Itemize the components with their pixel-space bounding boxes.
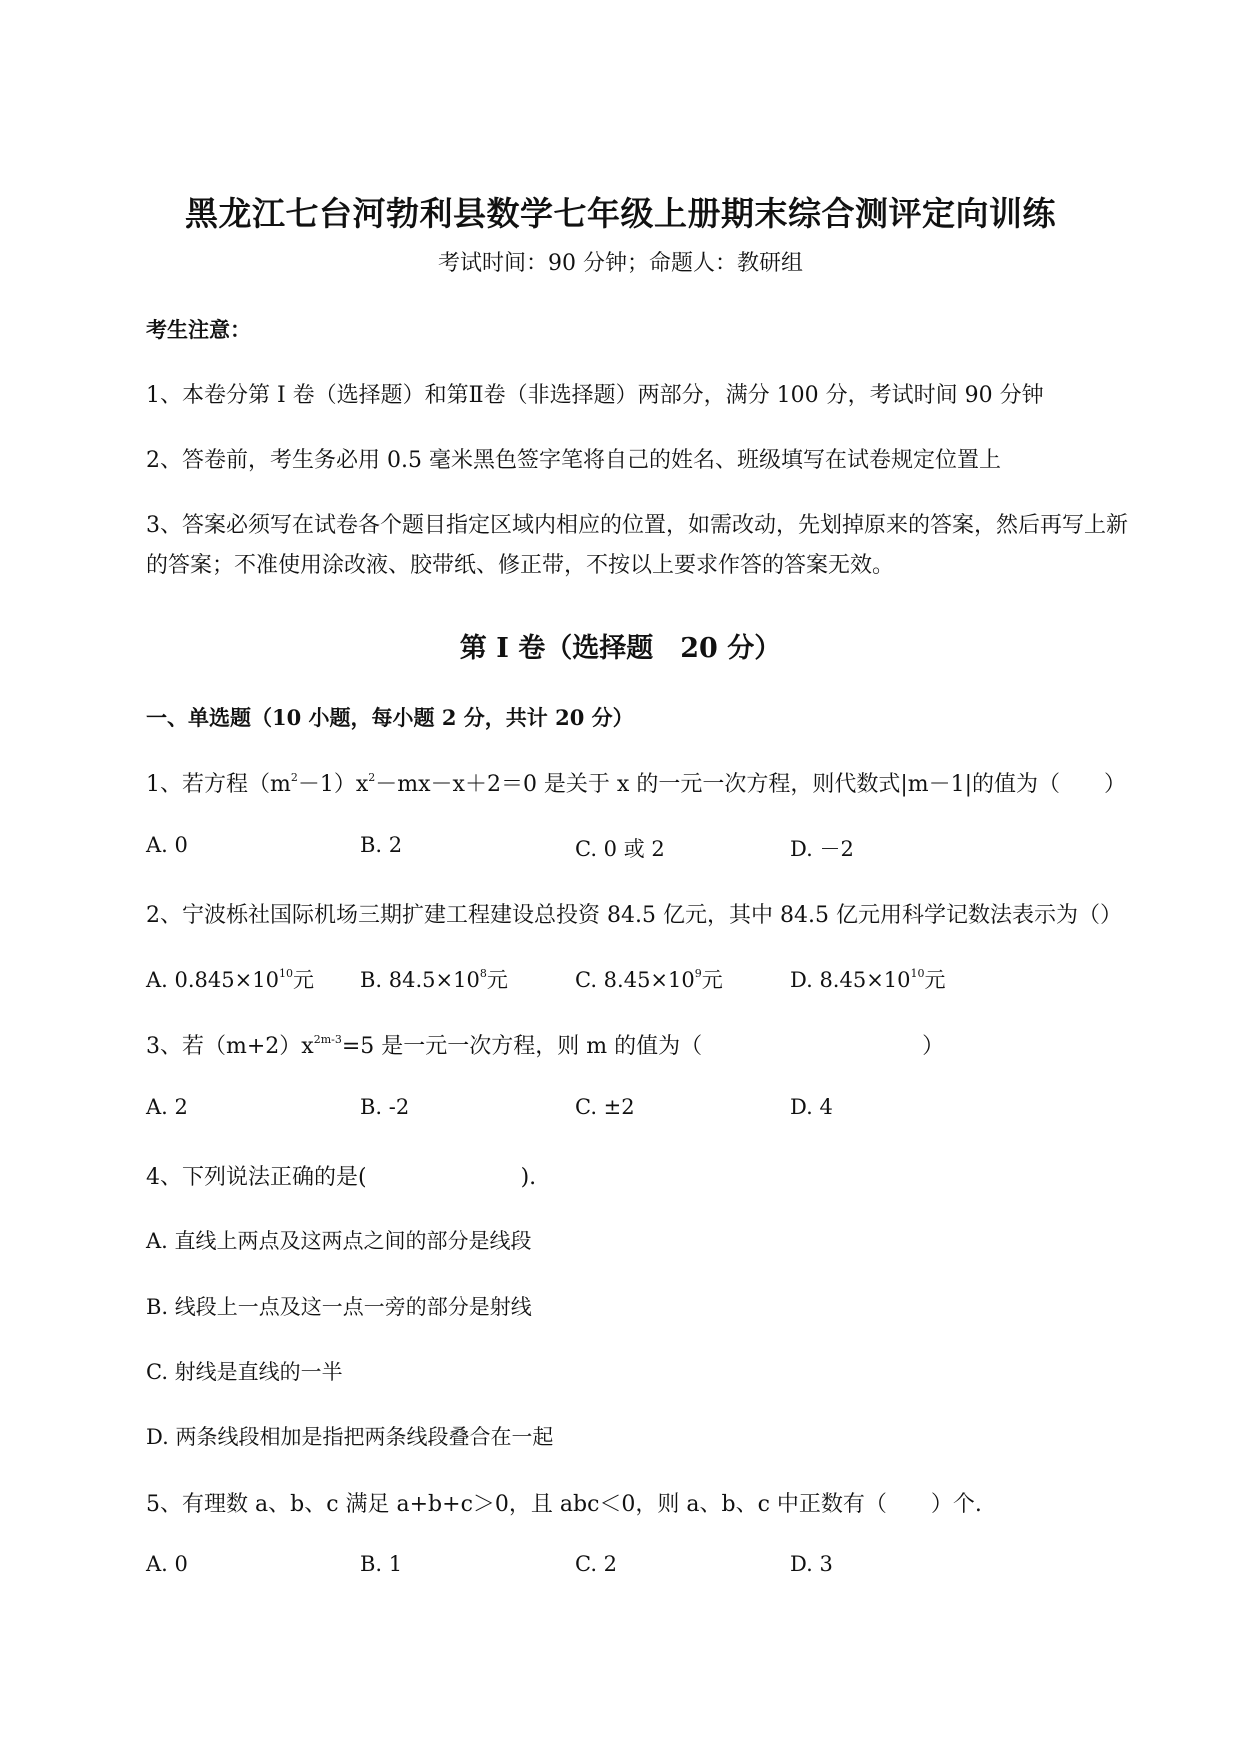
document-title: 黑龙江七台河勃利县数学七年级上册期末综合测评定向训练 bbox=[185, 194, 1056, 233]
q3-option-d: D. 4 bbox=[790, 1095, 833, 1119]
q1-sup-1: 2 bbox=[290, 770, 298, 784]
q1-text-c: －mx－x＋2＝0 是关于 x 的一元一次方程，则代数式|m－1|的值为（ ） bbox=[375, 772, 1127, 797]
q4-option-a: A. 直线上两点及这两点之间的部分是线段 bbox=[146, 1229, 532, 1253]
q2-option-c: C. $8.45\times 10^9$元 bbox=[575, 967, 723, 992]
question-4: 4、下列说法正确的是( ). bbox=[146, 1165, 537, 1190]
notice-item-3-line-1: 3、答案必须写在试卷各个题目指定区域内相应的位置，如需改动，先划掉原来的答案，然后再写上新 bbox=[146, 513, 1129, 538]
q1-text-b: －1）x bbox=[297, 772, 369, 797]
q5-option-c: C. 2 bbox=[575, 1552, 618, 1576]
part-title: 一、单选题（10 小题，每小题 2 分，共计 20 分） bbox=[146, 705, 634, 730]
q4-option-d: D. 两条线段相加是指把两条线段叠合在一起 bbox=[146, 1425, 554, 1449]
q3-option-c: C. ±2 bbox=[575, 1095, 635, 1119]
q4-option-c: C. 射线是直线的一半 bbox=[146, 1360, 343, 1384]
q2-option-b: B. $84.5\times 10^8$元 bbox=[360, 967, 508, 992]
q1-option-d: D. －2 bbox=[790, 837, 854, 861]
q3-option-a: A. 2 bbox=[146, 1095, 188, 1119]
q3-option-b: B. -2 bbox=[360, 1095, 410, 1119]
q1-option-b: B. 2 bbox=[360, 833, 403, 857]
q2-option-d: D. $8.45\times 10^{10}$元 bbox=[790, 967, 946, 992]
q4-option-b: B. 线段上一点及这一点一旁的部分是射线 bbox=[146, 1295, 532, 1319]
notice-item-3-line-2: 的答案；不准使用涂改液、胶带纸、修正带，不按以上要求作答的答案无效。 bbox=[146, 553, 895, 578]
q5-option-a: A. 0 bbox=[146, 1552, 188, 1576]
q1-option-a: A. 0 bbox=[146, 833, 188, 857]
notice-item-1: 1、本卷分第 I 卷（选择题）和第Ⅱ卷（非选择题）两部分，满分 100 分，考试时间 90 分钟 bbox=[146, 383, 1044, 408]
question-2: 2、宁波栎社国际机场三期扩建工程建设总投资 84.5 亿元，其中 84.5 亿元用科学记数法表示为（） bbox=[146, 903, 1122, 928]
document-subtitle: 考试时间：90 分钟；命题人：教研组 bbox=[438, 251, 803, 276]
question-5: 5、有理数 a、b、c 满足 a+b+c＞0，且 abc＜0，则 a、b、c 中正数有（ ）个. bbox=[146, 1492, 982, 1517]
section-title: 第 I 卷（选择题 20 分） bbox=[459, 633, 782, 664]
q1-option-c: C. 0 或 2 bbox=[575, 837, 665, 861]
question-1 bbox=[146, 767, 1126, 798]
q1-sup-2: 2 bbox=[368, 770, 376, 784]
notice-item-2: 2、答卷前，考生务必用 0.5 毫米黑色签字笔将自己的姓名、班级填写在试卷规定位置上 bbox=[146, 448, 1001, 473]
q5-option-d: D. 3 bbox=[790, 1552, 833, 1576]
question-3: 3、若$(m+2)x^{2m-3}=5$ 是一元一次方程，则 m 的值为（ ） bbox=[146, 1032, 945, 1059]
q2-option-a: A. $0.845\times 10^{10}$元 bbox=[146, 967, 314, 992]
q3-exponent: 2m-3 bbox=[313, 1032, 342, 1046]
q5-option-b: B. 1 bbox=[360, 1552, 403, 1576]
notice-title: 考生注意： bbox=[146, 317, 251, 342]
q1-text-a: 1、若方程（m bbox=[146, 772, 291, 797]
